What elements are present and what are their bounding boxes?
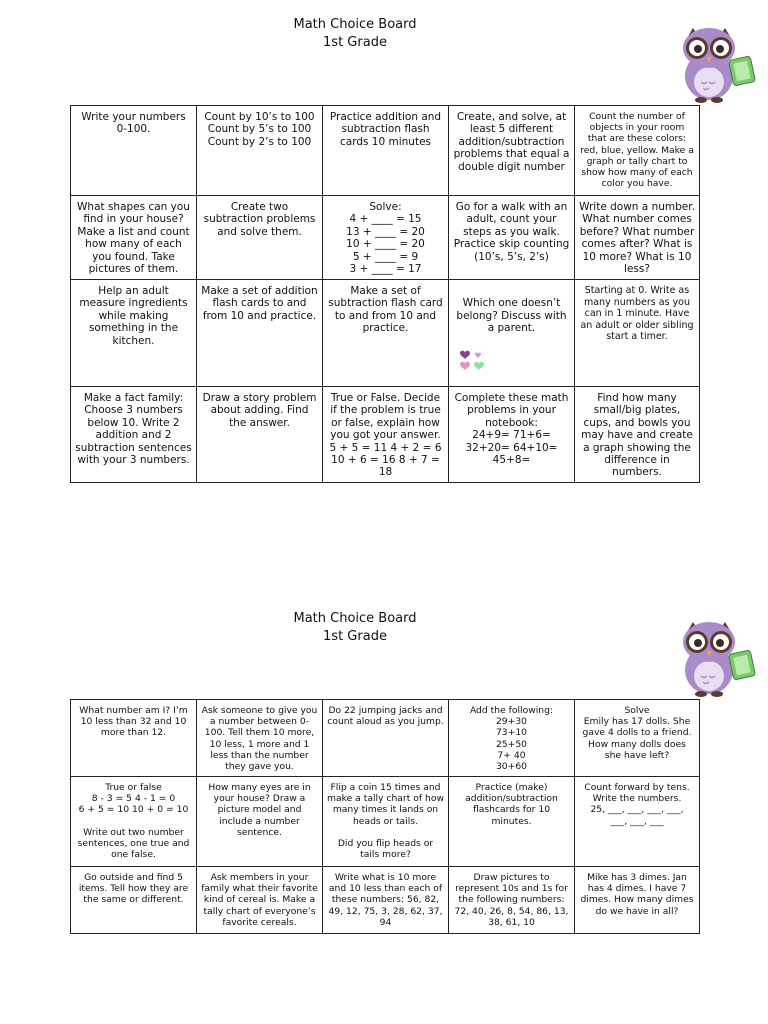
table-row <box>71 280 700 387</box>
board2-cell: What number am I? I’m 10 less than 32 and 10 more than 12. <box>71 700 197 777</box>
table-row <box>71 867 700 934</box>
hearts-icon <box>459 349 489 371</box>
board1-cell: Starting at 0. Write as many numbers as you can in 1 minute. Have an adult or older sibling start a timer. <box>575 280 700 387</box>
table-row <box>71 106 700 196</box>
board1-cell: Make a set of subtraction flash card to and from 10 and practice. <box>323 280 449 387</box>
board1-title-line1: Math Choice Board <box>293 17 417 32</box>
board2-title <box>255 610 455 646</box>
board2-cell: Draw pictures to represent 10s and 1s for the following numbers: 72, 40, 26, 8, 54, 86, 13, 38, 61, 10 <box>449 867 575 934</box>
board1-table <box>70 105 700 483</box>
board1-cell: Help an adult measure ingredients while making something in the kitchen. <box>71 280 197 387</box>
table-row <box>71 196 700 280</box>
board1-cell-odd-one-out <box>449 280 575 387</box>
board2-cell: Go outside and find 5 items. Tell how they are the same or different. <box>71 867 197 934</box>
board1-cell: Practice addition and subtraction flash cards 10 minutes <box>323 106 449 196</box>
board1-title-line2: 1st Grade <box>323 35 387 50</box>
table-row <box>71 700 700 777</box>
board1-cell: Make a set of addition flash cards to and from 10 and practice. <box>197 280 323 387</box>
board1-cell: Complete these math problems in your notebook: 24+9= 71+6= 32+20= 64+10= 45+8= <box>449 387 575 483</box>
board1-cell: Count by 10’s to 100 Count by 5’s to 100 Count by 2’s to 100 <box>197 106 323 196</box>
board1-cell: True or False. Decide if the problem is true or false, explain how you got your answer. 5 + 5 = 11 4 + 2 = 6 10 + 6 = 16 8 + 7 = 18 <box>323 387 449 483</box>
board1-cell: Create two subtraction problems and solve them. <box>197 196 323 280</box>
board2-cell: Count forward by tens. Write the numbers. 25, ___, ___, ___, ___, ___, ___, ___ <box>575 777 700 867</box>
board1-cell: What shapes can you find in your house? Make a list and count how many of each you found. Take pictures of them. <box>71 196 197 280</box>
board2-cell: Flip a coin 15 times and make a tally chart of how many times it lands on heads or tails. Did you flip heads or tails more? <box>323 777 449 867</box>
board1-cell: Write your numbers 0-100. <box>71 106 197 196</box>
board1-cell: Create, and solve, at least 5 different addition/subtraction problems that equal a double digit number <box>449 106 575 196</box>
owl-icon <box>675 24 757 104</box>
board2-cell: Solve Emily has 17 dolls. She gave 4 dolls to a friend. How many dolls does she have left? <box>575 700 700 777</box>
board2-cell: Ask someone to give you a number between 0-100. Tell them 10 more, 10 less, 1 more and 1 less than the number they gave you. <box>197 700 323 777</box>
board1-title <box>255 16 455 52</box>
board2-title-line1: Math Choice Board <box>293 611 417 626</box>
board1-cell: Make a fact family: Choose 3 numbers below 10. Write 2 addition and 2 subtraction sentences with your 3 numbers. <box>71 387 197 483</box>
board2-cell: Write what is 10 more and 10 less than each of these numbers: 56, 82, 49, 12, 75, 3, 28, 62, 37, 94 <box>323 867 449 934</box>
board2-cell: Mike has 3 dimes. Jan has 4 dimes. I have 7 dimes. How many dimes do we have in all? <box>575 867 700 934</box>
table-row <box>71 387 700 483</box>
board2-cell: Ask members in your family what their favorite kind of cereal is. Make a tally chart of everyone’s favorite cereals. <box>197 867 323 934</box>
board2-table <box>70 699 700 934</box>
board1-cell: Count the number of objects in your room that are these colors: red, blue, yellow. Make a graph or tally chart to show how many of each color you have. <box>575 106 700 196</box>
board1-cell: Go for a walk with an adult, count your steps as you walk. Practice skip counting (10’s, 5’s, 2’s) <box>449 196 575 280</box>
board2-cell: Do 22 jumping jacks and count aloud as you jump. <box>323 700 449 777</box>
board1-cell: Draw a story problem about adding. Find the answer. <box>197 387 323 483</box>
board2-cell: Practice (make) addition/subtraction flashcards for 10 minutes. <box>449 777 575 867</box>
board2-cell: True or false 8 - 3 = 5 4 - 1 = 0 6 + 5 = 10 10 + 0 = 10 Write out two number sentences, one true and one false. <box>71 777 197 867</box>
board1-cell-text: Which one doesn’t belong? Discuss with a parent. <box>456 297 567 335</box>
board1-cell: Solve: 4 + ____ = 15 13 + ____ = 20 10 + ____ = 20 5 + ____ = 9 3 + ____ = 17 <box>323 196 449 280</box>
board2-cell: How many eyes are in your house? Draw a picture model and include a number sentence. <box>197 777 323 867</box>
board2-cell: Add the following: 29+30 73+10 25+50 7+ 40 30+60 <box>449 700 575 777</box>
board1-cell: Write down a number. What number comes before? What number comes after? What is 10 more? What is 10 less? <box>575 196 700 280</box>
table-row <box>71 777 700 867</box>
board2-title-line2: 1st Grade <box>323 629 387 644</box>
owl-icon <box>675 618 757 698</box>
board1-cell: Find how many small/big plates, cups, and bowls you may have and create a graph showing the difference in numbers. <box>575 387 700 483</box>
